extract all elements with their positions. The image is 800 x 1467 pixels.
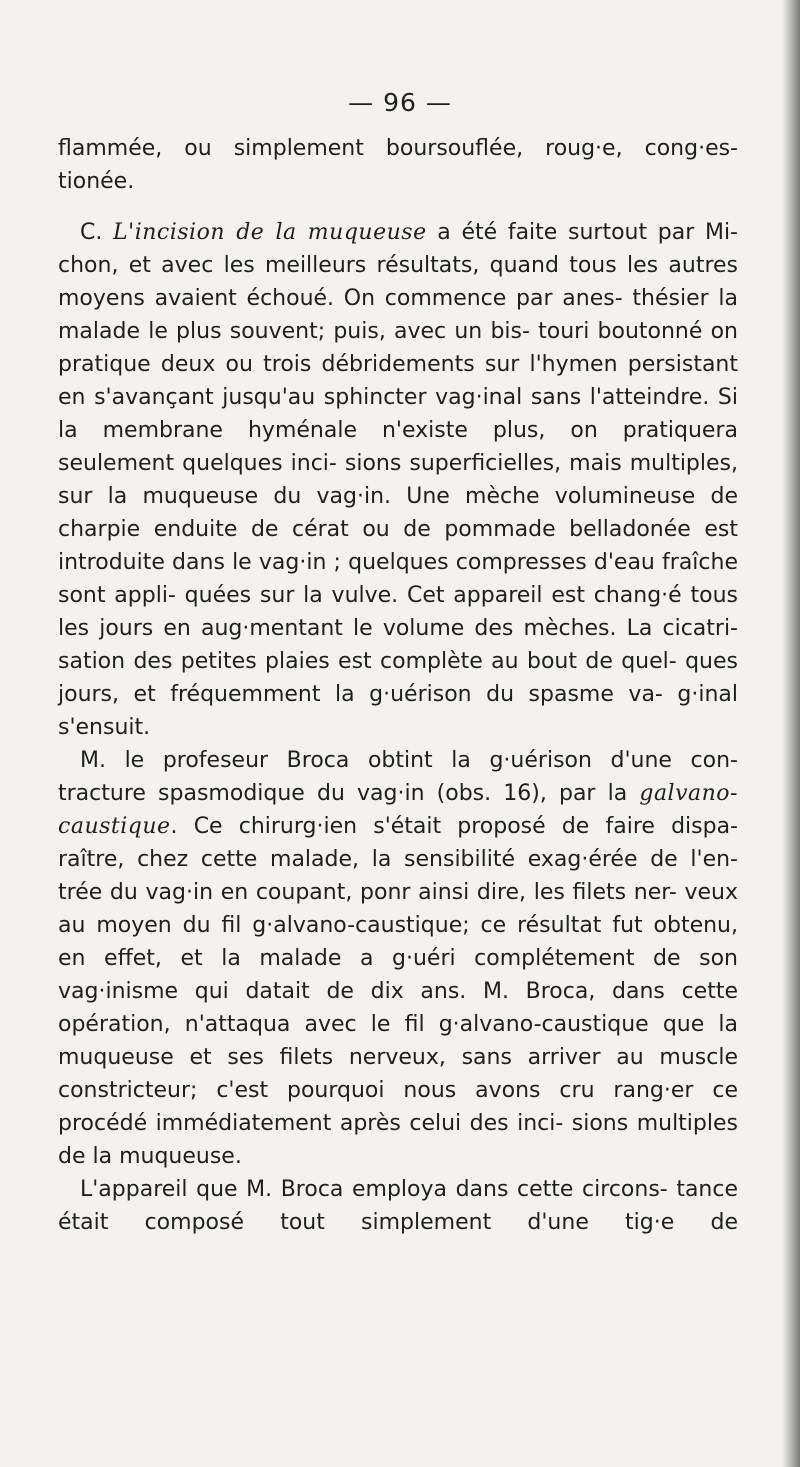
text-run: C. (80, 220, 114, 245)
paragraph-appareil (58, 1173, 738, 1239)
page-number: — 96 — (348, 88, 452, 117)
paragraph-broca (58, 744, 738, 1173)
text-run: . Ce chirurg·ien s'était proposé de faire dispa- raître, chez cette malade, la sensibilité exag·érée de l'en- trée du vag·in en coupant, ponr ainsi dire, les filets ner- veux au moyen du fil g·alvano-caustique; ce résultat fut obtenu, en effet, et la malade a g·uéri complétement de son vag·inisme qui datait de dix ans. M. Broca, dans cette opération, n'attaqua avec le fil g·alvano-caustique que la muqueuse et ses filets nerveux, sans arriver au muscle constricteur; c'est pourquoi nous avons cru rang·er ce procédé immédiatement après celui des inci- sions multiples de la muqueuse. (58, 814, 738, 1169)
italic-term: galvano- caustique (58, 781, 738, 839)
italic-term: L'incision de la muqueuse (113, 220, 427, 245)
paragraph-continuation (58, 132, 738, 198)
body-text (58, 132, 738, 1239)
text-run: L'appareil que M. Broca employa dans cette circons- tance était composé tout simplement d'une tig·e de (58, 1177, 738, 1235)
text-run: flammée, ou simplement boursouflée, roug·e, cong·es- tionée. (58, 136, 738, 194)
paragraph-section-c (58, 216, 738, 744)
page-edge-shadow (782, 0, 800, 1467)
text-run: M. le profeseur Broca obtint la g·uérison d'une con- tracture spasmodique du vag·in (obs. 16), par la (58, 748, 738, 806)
text-run: a été faite surtout par Mi- chon, et avec les meilleurs résultats, quand tous les autres moyens avaient échoué. On commence par anes- thésier la malade le plus souvent; puis, avec un bis- touri boutonné on pratique deux ou trois débridements sur l'hymen persistant en s'avançant jusqu'au sphincter vag·inal sans l'atteindre. Si la membrane hyménale n'existe plus, on pratiquera seulement quelques inci- sions superficielles, mais multiples, sur la muqueuse du vag·in. Une mèche volumineuse de charpie enduite de cérat ou de pommade belladonée est introduite dans le vag·in ; quelques compresses d'eau fraîche sont appli- quées sur la vulve. Cet appareil est chang·é tous les jours en aug·mentant le volume des mèches. La cicatri- sation des petites plaies est complète au bout de quel- ques jours, et fréquemment la g·uérison du spasme va- g·inal s'ensuit. (58, 220, 738, 740)
